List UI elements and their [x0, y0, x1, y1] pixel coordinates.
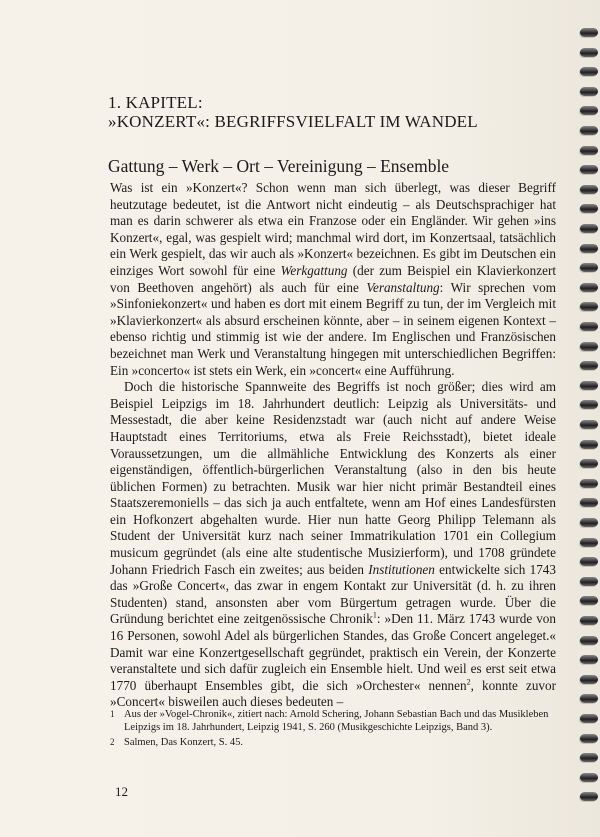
binding-ring — [580, 694, 598, 703]
binding-ring — [580, 734, 598, 743]
binding-ring — [580, 283, 598, 292]
binding-ring — [580, 342, 598, 351]
footnote-ref: 1 — [372, 611, 377, 621]
binding-ring — [580, 479, 598, 488]
binding-ring — [580, 792, 598, 801]
binding-ring — [580, 244, 598, 253]
binding-ring — [580, 224, 598, 233]
binding-ring — [580, 440, 598, 449]
binding-ring — [580, 616, 598, 625]
footnotes — [110, 708, 556, 751]
paragraph: Was ist ein »Konzert«? Schon wenn man sich überlegt, was dieser Begriff heutzutage bedeutet, ist die Antwort nicht eindeutig – als Deutschsprachiger hat man es darin schwerer als etwa ein Franzose oder ein Engländer. Wir gehen »ins Konzert«, egal, was gespielt wird; manchmal wird dort, im Konzertsaal, tatsächlich ein Werk gespielt, das wir auch als »Konzert« bezeichnen. Es gibt im Deutschen ein einziges Wort sowohl für eine Werkgattung (der zum Beispiel ein Klavierkonzert von Beethoven angehört) als auch für eine Veranstaltung: Wir sprechen vom »Sinfoniekonzert« und haben es dort mit einem Begriff zu tun, der im Vergleich mit »Klavierkonzert« als absurd erscheinen könnte, aber – in seinem eigenen Kontext – ebenso richtig und stimmig ist wie der andere. Im Englischen und Französischen bezeichnet man Werk und Veranstaltung hingegen mit unterschiedlichen Begriffen: Ein »concerto« ist stets ein Werk, ein »concert« eine Aufführung. — [110, 180, 557, 378]
emphasis: Veranstaltung — [366, 279, 440, 295]
binding-ring — [580, 204, 598, 213]
binding-ring — [580, 636, 598, 645]
paragraph: Doch die historische Spannweite des Begriffs ist noch größer; dies wird am Beispiel Leipzigs im 18. Jahrhundert deutlich: Leipzig als Universitäts- und Messestadt, die aber keine Residenzstadt war (auch nicht auf andere Weise Hauptstadt eines Territoriums, etwa als Freie Reichsstadt), bietet ideale Voraussetzungen, um die allmähliche Entwicklung des Konzerts als einer eigenständigen, öffentlich-bürgerlichen Veranstaltung (also in den bis heute üblichen Formen) zu betrachten. Musik war hier nicht primär Bestandteil eines Staatszeremoniells – das sich ja auch entfaltete, wenn am Hof eines Landesfürsten ein Hofkonzert abgehalten wurde. Hier nun hatte Georg Philipp Telemann als Student der Universität kurz nach seiner Immatrikulation 1701 ein Collegium musicum gegründet (als eine alte studentische Musizierform), und 1708 gründete Johann Friedrich Fasch ein zweites; aus beiden Institutionen entwickelte sich 1743 das »Große Concert«, das zwar in engem Kontakt zur Universität (d. h. zu ihren Studenten) stand, ansonsten aber vom Bürgertum getragen wurde. Über die Gründung berichtet eine zeitgenössische Chronik$^1$: »Den 11. März 1743 wurde von 16 Personen, sowohl Adel als bürgerlichen Standes, das Große Concert angeleget.« Damit war eine Konzertgesellschaft gegründet, praktisch ein Verein, der Konzerte veranstaltete und sich dafür zugleich ein Ensemble hielt. Und weil es erst seit etwa 1770 überhaupt Ensembles gibt, die sich »Orchester« nennen$^2$, konnte zuvor »Concert« bisweilen auch dieses bedeuten – — [110, 379, 556, 710]
chapter-number: 1. KAPITEL: — [108, 93, 203, 112]
footnote-ref: 2 — [466, 677, 471, 687]
binding-ring — [580, 185, 598, 194]
binding-ring — [580, 106, 598, 115]
binding-ring — [580, 675, 598, 684]
binding-ring — [580, 596, 598, 605]
footnote-number: 2 — [110, 737, 115, 747]
emphasis: Werkgattung — [280, 262, 348, 278]
binding-ring — [580, 126, 598, 135]
binding-ring — [580, 400, 598, 409]
binding-ring — [580, 538, 598, 547]
footnote — [110, 708, 556, 734]
binding-ring — [580, 67, 598, 76]
binding-ring — [580, 714, 598, 723]
body-text — [110, 180, 556, 711]
binding-ring — [580, 302, 598, 311]
chapter-heading — [108, 93, 528, 131]
binding-ring — [580, 773, 598, 782]
footnote-number: 1 — [110, 709, 115, 719]
binding-ring — [580, 48, 598, 57]
binding-ring — [580, 753, 598, 762]
binding-ring — [580, 577, 598, 586]
binding-ring — [580, 381, 598, 390]
footnote-text: Salmen, Das Konzert, S. 45. — [124, 737, 243, 748]
binding-ring — [580, 263, 598, 272]
binding-ring — [580, 87, 598, 96]
spiral-binding — [578, 28, 600, 828]
binding-ring — [580, 146, 598, 155]
binding-ring — [580, 498, 598, 507]
chapter-title: »KONZERT«: BEGRIFFSVIELFALT IM WANDEL — [108, 112, 478, 131]
binding-ring — [580, 28, 598, 37]
binding-ring — [580, 420, 598, 429]
binding-ring — [580, 459, 598, 468]
page-number: 12 — [115, 784, 128, 799]
footnote — [110, 736, 556, 749]
section-heading: Gattung – Werk – Ort – Vereinigung – Ensemble — [108, 156, 450, 176]
binding-ring — [580, 322, 598, 331]
footnote-text: Aus der »Vogel-Chronik«, zitiert nach: Arnold Schering, Johann Sebastian Bach und das Musikleben Leipzigs im 18. Jahrhundert, Leipzig 1941, S. 260 (Musikgeschichte Leipzigs, Band 3). — [124, 709, 549, 733]
binding-ring — [580, 518, 598, 527]
binding-ring — [580, 361, 598, 370]
binding-ring — [580, 655, 598, 664]
emphasis: Institutionen — [368, 561, 435, 577]
binding-ring — [580, 165, 598, 174]
binding-ring — [580, 557, 598, 566]
